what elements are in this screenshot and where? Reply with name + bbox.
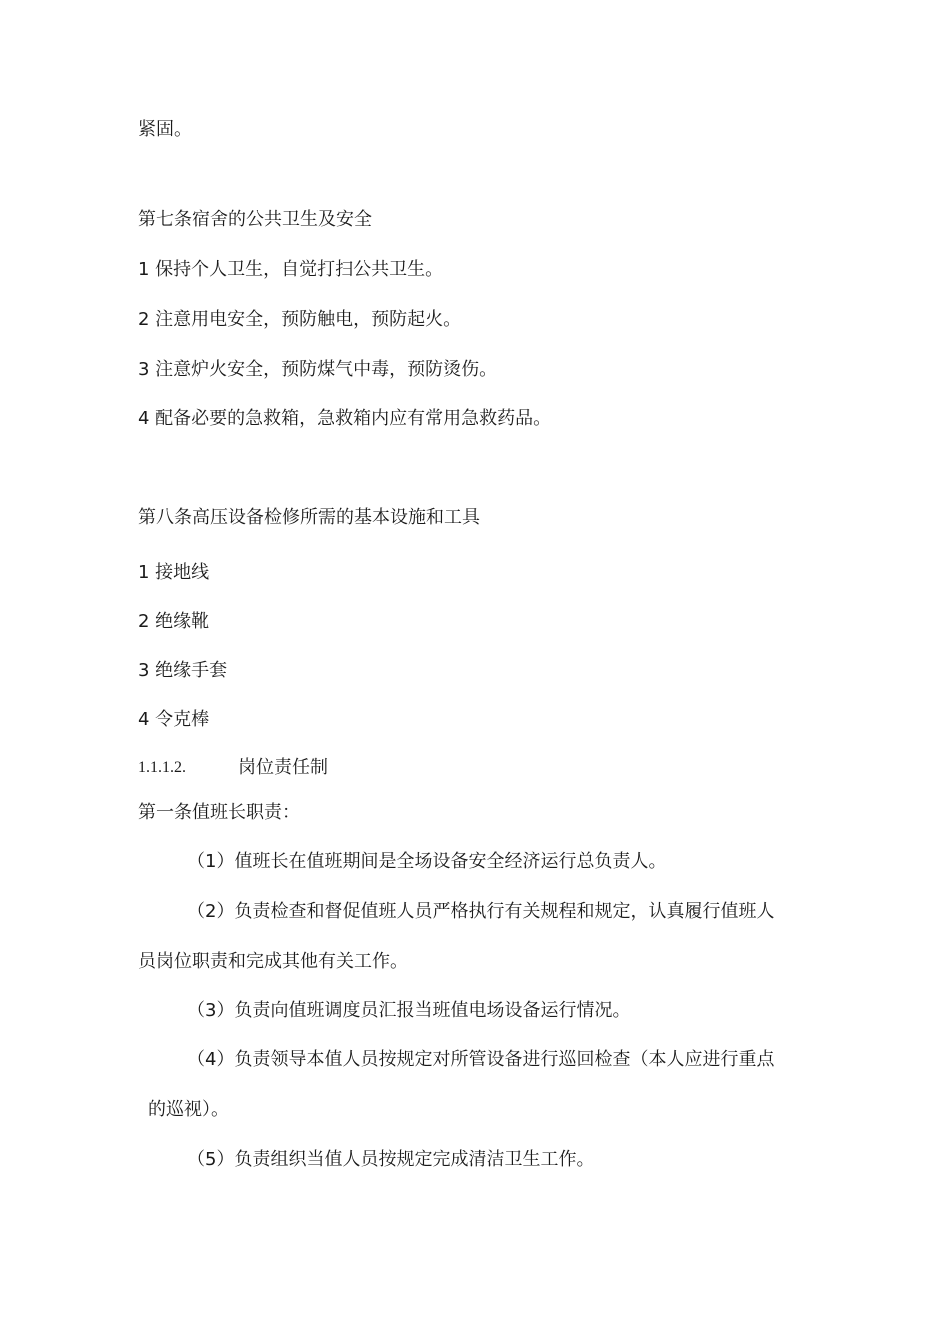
duty-item-4-continuation: 的巡视）。 <box>148 1099 229 1120</box>
duty-item-4: （4）负责领导本值人员按规定对所管设备进行巡回检查（本人应进行重点 <box>187 1049 775 1070</box>
article-7-item-4: 4 配备必要的急救箱，急救箱内应有常用急救药品。 <box>138 408 552 429</box>
article-8-heading: 第八条高压设备检修所需的基本设施和工具 <box>138 507 480 528</box>
duty-item-2: （2）负责检查和督促值班人员严格执行有关规程和规定，认真履行值班人 <box>187 901 775 922</box>
article-8-item-4: 4 令克棒 <box>138 709 210 730</box>
article-7-item-1: 1 保持个人卫生，自觉打扫公共卫生。 <box>138 259 444 280</box>
duty-article-1-heading: 第一条值班长职责： <box>138 802 300 823</box>
section-number: 1.1.1.2. <box>138 759 186 776</box>
duty-item-2-continuation: 员岗位职责和完成其他有关工作。 <box>138 951 408 972</box>
duty-item-1: （1）值班长在值班期间是全场设备安全经济运行总负责人。 <box>187 851 667 872</box>
article-8-item-2: 2 绝缘靴 <box>138 611 210 632</box>
duty-item-5: （5）负责组织当值人员按规定完成清洁卫生工作。 <box>187 1149 595 1170</box>
section-title: 岗位责任制 <box>238 757 328 778</box>
article-7-item-2: 2 注意用电安全，预防触电，预防起火。 <box>138 309 462 330</box>
article-7-heading: 第七条宿舍的公共卫生及安全 <box>138 209 372 230</box>
paragraph-continuation: 紧固。 <box>138 119 192 140</box>
duty-item-3: （3）负责向值班调度员汇报当班值电场设备运行情况。 <box>187 1000 631 1021</box>
article-8-item-3: 3 绝缘手套 <box>138 660 228 681</box>
article-7-item-3: 3 注意炉火安全，预防煤气中毒，预防烫伤。 <box>138 359 498 380</box>
article-8-item-1: 1 接地线 <box>138 562 210 583</box>
